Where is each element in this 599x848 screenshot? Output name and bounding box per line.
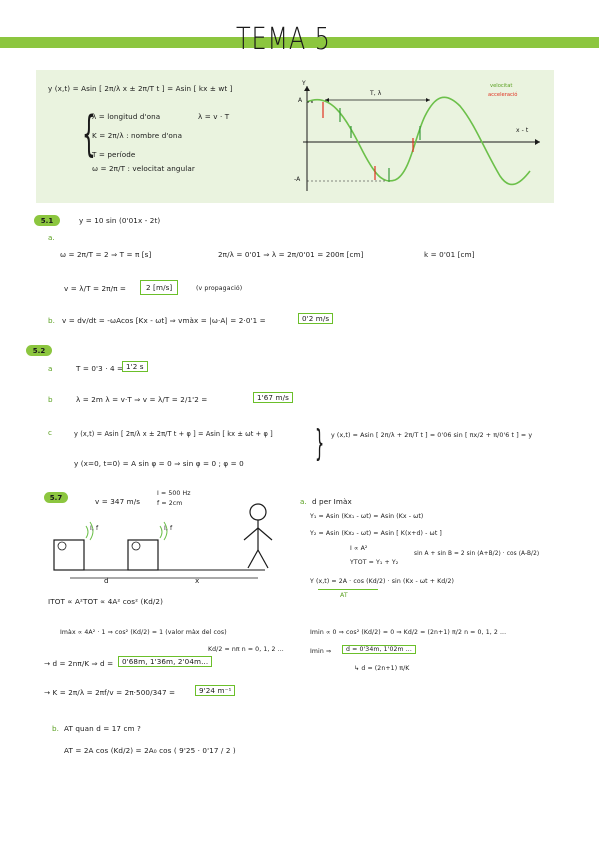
part-label: b bbox=[48, 395, 53, 404]
distance-x-label: x bbox=[195, 576, 200, 585]
arrow-right-icon bbox=[426, 98, 430, 102]
given-distance: f = 2cm bbox=[157, 500, 183, 507]
min-intensity: Imin ∝ 0 ⇒ cos² (Kd/2) = 0 ⇒ Kd/2 = (2n+1) π/2 n = 0, 1, 2 ... bbox=[310, 629, 507, 636]
answer-box: 9'24 m⁻¹ bbox=[195, 685, 235, 696]
wave-equation-phase: y (x,t) = Asin [ 2π/λ x ± 2π/T t + φ ] = Asin [ kx ± ωt + φ ] bbox=[74, 430, 273, 438]
part-label: c bbox=[48, 428, 53, 437]
legend-velocity: velocitat bbox=[490, 83, 513, 89]
legend-acceleration: acceleració bbox=[488, 92, 518, 98]
speaker-icon bbox=[132, 542, 140, 550]
max-condition: Kd/2 = nπ n = 0, 1, 2 ... bbox=[208, 646, 284, 653]
problem-badge: 5.2 bbox=[26, 345, 52, 356]
distance-calc: → d = 2nπ/K ⇒ d = bbox=[44, 659, 114, 668]
phase-calc: y (x=0, t=0) = A sin φ = 0 ⇒ sin φ = 0 ; φ = 0 bbox=[74, 459, 244, 468]
velocity-calc: λ = 2m λ = v·T ⇒ v = λ/T = 2/1'2 = bbox=[76, 395, 208, 404]
amplitude-calc: AT = 2A cos (Kd/2) = 2A₀ cos ( 9'25 · 0'17 / 2 ) bbox=[64, 746, 236, 755]
page-title: TEMA 5 bbox=[236, 22, 331, 57]
period-calc: ω = 2π/T = 2 ⇒ T = π [s] bbox=[60, 250, 152, 259]
brace-icon: } bbox=[315, 423, 325, 464]
resulting-wave: Y (x,t) = 2A · cos (Kd/2) · sin (Kx - ωt + Kd/2) bbox=[310, 578, 455, 585]
answer-box: 2 [m/s] bbox=[140, 280, 178, 295]
amplitude-label: AT bbox=[340, 592, 348, 599]
sum-identity: sin A + sin B = 2 sin (A+B/2) · cos (A-B/2) bbox=[414, 551, 540, 557]
answer-box: 1'67 m/s bbox=[253, 392, 293, 403]
wavelength-calc: 2π/λ = 0'01 ⇒ λ = 2π/0'01 = 200π [cm] bbox=[218, 250, 364, 259]
listener-leg bbox=[248, 550, 258, 568]
wavenumber-value: k = 0'01 [cm] bbox=[424, 250, 475, 259]
speakers-diagram bbox=[40, 500, 290, 590]
source-2-label: I, f bbox=[164, 525, 173, 532]
problem-badge: 5.7 bbox=[44, 492, 68, 503]
note: (v propagació) bbox=[196, 285, 243, 292]
period-calc: T = 0'3 · 4 = bbox=[76, 364, 124, 373]
brace-icon: { bbox=[82, 106, 96, 162]
listener-arm bbox=[244, 528, 258, 540]
distance-d-label: d bbox=[104, 576, 109, 585]
wave-2-equation: Y₂ = Asin (Kx₂ - ωt) = Asin [ K(x+d) - ωt ] bbox=[310, 530, 442, 537]
answer-box: 0'68m, 1'36m, 2'04m... bbox=[118, 656, 212, 667]
lambda-relation: λ = v · T bbox=[198, 112, 230, 121]
graph-a-label: A bbox=[298, 97, 303, 104]
t-definition: T = període bbox=[92, 150, 136, 159]
wave-equation: y (x,t) = Asin [ 2π/λ x ± 2π/T t ] = Asin [ kx ± wt ] bbox=[48, 84, 233, 93]
amplitude-question: AT quan d = 17 cm ? bbox=[64, 724, 141, 733]
wave-equation-result: y (x,t) = Asin [ 2π/λ + 2π/T t ] = 0'06 sin [ πx/2 + π/0'6 t ] = y bbox=[331, 432, 533, 439]
part-label: b. bbox=[48, 316, 56, 325]
velocity-calc: v = λ/T = 2π/π = bbox=[64, 284, 127, 293]
source-1-label: I, f bbox=[90, 525, 99, 532]
part-label: a bbox=[48, 364, 53, 373]
given-frequency: I = 500 Hz bbox=[157, 490, 191, 497]
listener-arm bbox=[258, 528, 272, 540]
total-intensity: ITOT ∝ A²TOT ∝ 4A² cos² (Kd/2) bbox=[48, 597, 163, 606]
k-definition: K = 2π/λ : nombre d'ona bbox=[92, 131, 183, 140]
underline bbox=[318, 589, 378, 590]
part-title: d per Imàx bbox=[312, 497, 352, 506]
total-wave: YTOT = Y₁ + Y₂ bbox=[350, 559, 399, 566]
answer-box: 0'2 m/s bbox=[298, 313, 333, 324]
max-velocity-calc: v = dv/dt = -ωAcos [Kx - ωt] ⇒ vmàx = |ω·A| = 2·0'1 = bbox=[62, 316, 266, 325]
speaker-icon bbox=[58, 542, 66, 550]
part-label: a. bbox=[48, 233, 55, 242]
listener-head bbox=[250, 504, 266, 520]
wave-1-equation: Y₁ = Asin (Kx₁ - ωt) = Asin (Kx - ωt) bbox=[310, 513, 424, 520]
min-distance-prefix: Imin ⇒ bbox=[310, 648, 332, 655]
part-label: a. bbox=[300, 497, 307, 506]
problem-equation: y = 10 sin (0'01x - 2t) bbox=[79, 216, 161, 225]
graph-period-label: T, λ bbox=[370, 90, 382, 97]
intensity-proportion: I ∝ A² bbox=[350, 545, 368, 552]
w-definition: ω = 2π/T : velocitat angular bbox=[92, 164, 195, 173]
graph-neg-a-label: -A bbox=[294, 176, 301, 183]
answer-box: 1'2 s bbox=[122, 361, 148, 372]
wavenumber-calc: → K = 2π/λ = 2πf/v = 2π·500/347 = bbox=[44, 688, 176, 697]
graph-y-label: Y bbox=[302, 80, 306, 87]
part-label: b. bbox=[52, 724, 60, 733]
graph-x-label: x - t bbox=[516, 127, 529, 134]
problem-badge: 5.1 bbox=[34, 215, 60, 226]
answer-box: d = 0'34m, 1'02m ... bbox=[342, 645, 416, 654]
lambda-definition: λ = longitud d'ona bbox=[92, 112, 161, 121]
min-distance-formula: ↳ d = (2n+1) π/K bbox=[354, 665, 410, 672]
listener-leg bbox=[258, 550, 268, 568]
given-velocity: v = 347 m/s bbox=[95, 497, 141, 506]
arrow-right-icon bbox=[535, 139, 540, 145]
max-intensity: Imàx ∝ 4A² · 1 ⇒ cos² (Kd/2) = 1 (valor màx del cos) bbox=[60, 629, 227, 636]
